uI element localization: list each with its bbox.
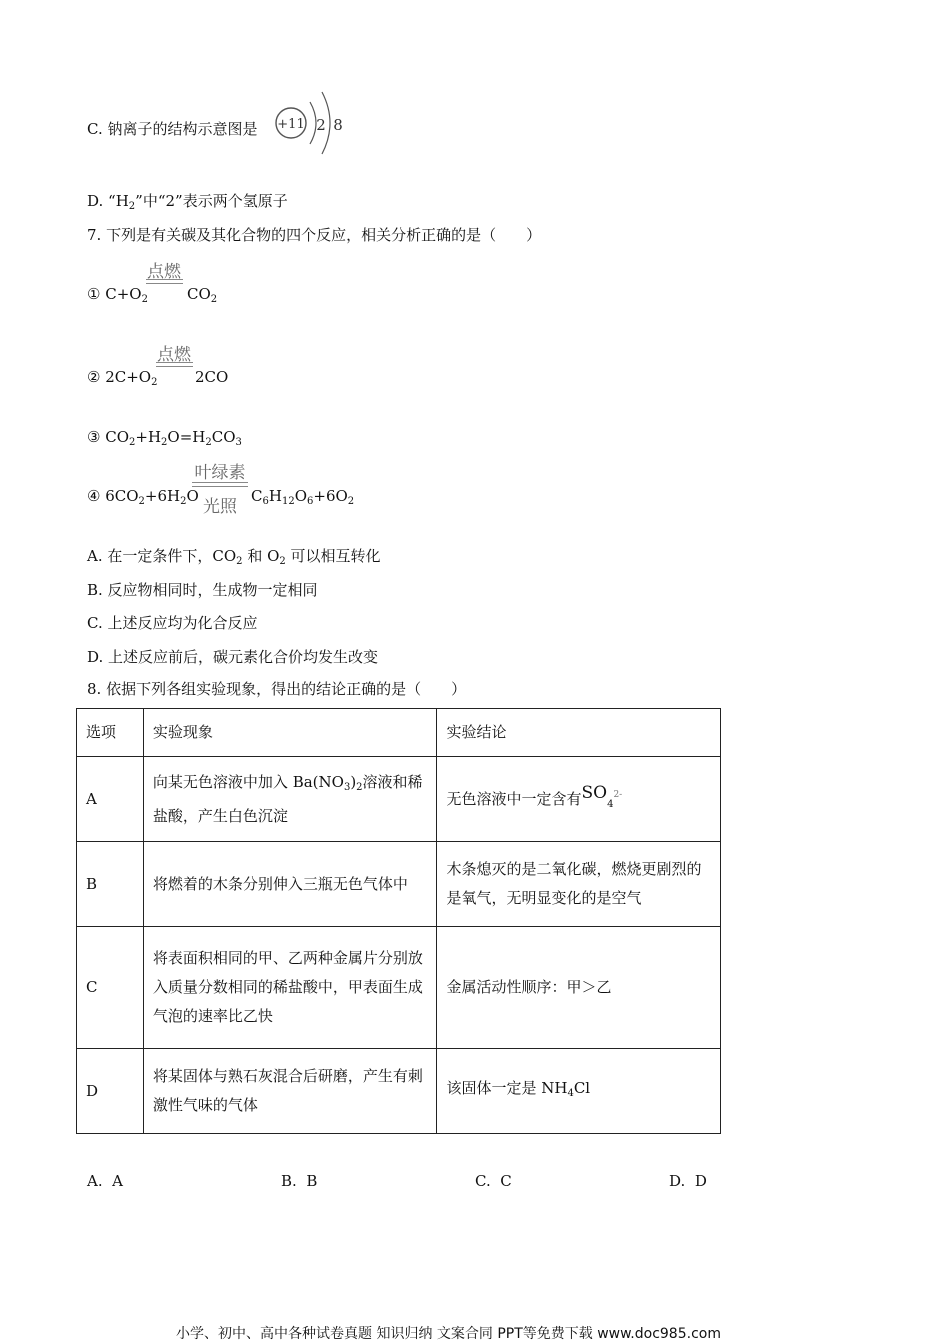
- q8-answer-a: A. A: [87, 1172, 123, 1190]
- table-row: [77, 927, 721, 1049]
- header-conclusion: 实验结论: [437, 709, 721, 757]
- page-footer: 小学、初中、高中各种试卷真题 知识归纳 文案合同 PPT等免费下载 www.doc985.com: [176, 1326, 721, 1342]
- row-conclusion: 无色溶液中一定含有$SO_4^{2-}$: [437, 757, 721, 842]
- reaction-1-right: $CO_2$: [187, 285, 218, 305]
- shell-1-electrons: 2: [316, 116, 326, 134]
- row-option: A: [77, 757, 144, 842]
- header-phenomenon: 实验现象: [143, 709, 437, 757]
- q7-option-c: C. 上述反应均为化合反应: [87, 614, 258, 632]
- reaction-4-condition-top: 叶绿素: [194, 463, 246, 483]
- q6-option-c: [87, 118, 257, 139]
- row-conclusion: 金属活动性顺序：甲＞乙: [437, 927, 721, 1049]
- row-option: C: [77, 927, 144, 1049]
- q7-stem: 7. 下列是有关碳及其化合物的四个反应，相关分析正确的是（ ）: [87, 226, 542, 244]
- header-option: 选项: [77, 709, 144, 757]
- sodium-ion-structure-diagram: [272, 80, 352, 164]
- nucleus-charge: +11: [277, 117, 305, 132]
- row-phenomenon: 将某固体与熟石灰混合后研磨，产生有刺激性气味的气体: [143, 1049, 437, 1134]
- q8-answer-b: B. B: [281, 1172, 318, 1190]
- experiment-table: [76, 708, 721, 1134]
- reaction-4-condition-bottom: 光照: [203, 497, 237, 517]
- reaction-2-condition: 点燃: [157, 345, 191, 365]
- q7-option-a: A. 在一定条件下，$CO_2$ 和 $O_2$ 可以相互转化: [87, 547, 381, 567]
- row-phenomenon: 将表面积相同的甲、乙两种金属片分别放入质量分数相同的稀盐酸中，甲表面生成气泡的速率比乙快: [143, 927, 437, 1049]
- electron-shell-1: [310, 102, 316, 144]
- table-row: [77, 842, 721, 927]
- row-conclusion: 该固体一定是 $NH_4Cl$: [437, 1049, 721, 1134]
- row-option: B: [77, 842, 144, 927]
- reaction-4-left: ④ $6CO_2+6H_2O$: [87, 487, 199, 507]
- reaction-4-right: $C_6H_{12}O_6+6O_2$: [251, 487, 355, 507]
- row-option: D: [77, 1049, 144, 1134]
- reaction-2-right: 2CO: [195, 368, 229, 386]
- reaction-2-left: ② $2C+O_2$: [87, 368, 158, 388]
- q7-option-d: D. 上述反应前后，碳元素化合价均发生改变: [87, 648, 379, 666]
- reaction-1-left: ① $C+O_2$: [87, 285, 148, 305]
- q7-option-b: B. 反应物相同时，生成物一定相同: [87, 581, 318, 599]
- q8-answer-c: C. C: [475, 1172, 512, 1190]
- reaction-3: ③ $CO_2+H_2O=H_2CO_3$: [87, 428, 242, 448]
- table-row: [77, 1049, 721, 1134]
- reaction-1-condition: 点燃: [147, 262, 181, 282]
- q6-option-c-text: C. 钠离子的结构示意图是: [87, 120, 258, 138]
- q6-option-d: D. “$H_2$”中“2”表示两个氢原子: [87, 192, 288, 212]
- row-conclusion: 木条熄灭的是二氧化碳，燃烧更剧烈的是氧气，无明显变化的是空气: [437, 842, 721, 927]
- q8-answer-d: D. D: [669, 1172, 707, 1190]
- q8-stem: 8. 依据下列各组实验现象，得出的结论正确的是（ ）: [87, 680, 467, 698]
- table-row: [77, 757, 721, 842]
- row-phenomenon: 将燃着的木条分别伸入三瓶无色气体中: [143, 842, 437, 927]
- shell-2-electrons: 8: [333, 116, 343, 134]
- table-header-row: [77, 709, 721, 757]
- row-phenomenon: 向某无色溶液中加入 $Ba(NO_3)_2$溶液和稀盐酸，产生白色沉淀: [143, 757, 437, 842]
